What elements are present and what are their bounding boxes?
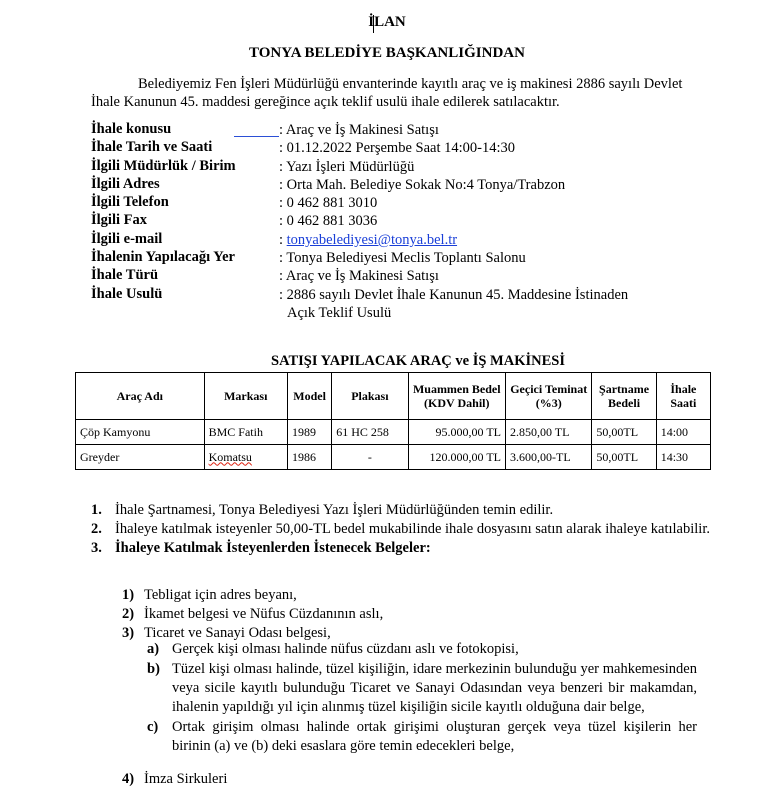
table-cell: 14:30 xyxy=(656,445,710,470)
table-cell: 1986 xyxy=(287,445,331,470)
table-header: İhale Saati xyxy=(656,373,710,420)
info-value: : Yazı İşleri Müdürlüğü xyxy=(279,158,415,175)
info-value: : Tonya Belediyesi Meclis Toplantı Salonu xyxy=(279,250,526,267)
vehicle-table xyxy=(75,372,711,470)
list-item xyxy=(91,539,711,557)
table-header-row xyxy=(76,373,711,420)
info-label: İhale konusu xyxy=(91,121,172,137)
tender-info xyxy=(91,121,731,322)
page-subtitle: TONYA BELEDİYE BAŞKANLIĞINDAN xyxy=(249,45,525,61)
table-cell: 95.000,00 TL xyxy=(408,420,505,445)
info-label: İhale Tarih ve Saati xyxy=(91,139,213,156)
table-header: Model xyxy=(287,373,331,420)
info-value: : 2886 sayılı Devlet İhale Kanunun 45. Maddesine İstinaden xyxy=(279,286,629,303)
table-cell: 61 HC 258 xyxy=(332,420,408,445)
info-value: : Araç ve İş Makinesi Satışı xyxy=(279,268,439,285)
info-value xyxy=(279,231,457,249)
intro-paragraph: Belediyemiz Fen İşleri Müdürlüğü envanterinde kayıtlı araç ve iş makinesi 2886 sayılı Devlet İhale Kanunun 45. maddesi gereğince açık teklif usulü ihale edilerek satılacaktır. xyxy=(91,76,683,110)
list-number: 3. xyxy=(91,540,102,556)
list-text: Tüzel kişi olması halinde, tüzel kişiliğin, idare merkezinin bulunduğu yer mahkemesinden veya sicile kayıtlı bulunduğu Ticaret ve Sanayi Odasından veya benzeri bir makamdan, ihalenin yapıldığı yıl için alınmış tüzel kişiliğin sicile kayıtlı olduğuna dair belge, xyxy=(172,661,697,715)
documents-list xyxy=(122,586,712,643)
list-letter: a) xyxy=(147,641,160,657)
info-row xyxy=(91,267,731,285)
table-header: Plakası xyxy=(332,373,408,420)
info-value-continued: Açık Teklif Usulü xyxy=(287,304,392,321)
table-title: SATIŞI YAPILACAK ARAÇ ve İŞ MAKİNESİ xyxy=(271,353,565,369)
list-text: Tebligat için adres beyanı, xyxy=(144,587,297,603)
table-cell: 50,00TL xyxy=(592,445,656,470)
list-item xyxy=(122,770,227,788)
table-header: Geçici Teminat (%3) xyxy=(506,373,592,420)
table-cell: - xyxy=(332,445,408,470)
page-title: İLAN xyxy=(368,14,406,30)
info-row xyxy=(91,139,731,157)
info-label: İlgili Müdürlük / Birim xyxy=(91,157,236,174)
info-row xyxy=(91,158,731,176)
table-cell: 14:00 xyxy=(656,420,710,445)
list-number: 1) xyxy=(122,587,135,603)
info-label: İlgili e-mail xyxy=(91,230,163,247)
table-header: Muammen Bedel (KDV Dahil) xyxy=(408,373,505,420)
table-cell: 3.600,00-TL xyxy=(506,445,592,470)
list-letter: c) xyxy=(147,719,159,735)
list-number: 1. xyxy=(91,502,102,518)
table-cell: BMC Fatih xyxy=(204,420,287,445)
numbered-list xyxy=(91,501,711,558)
info-label: İhale Türü xyxy=(91,267,159,284)
list-letter: b) xyxy=(147,661,160,677)
list-text: İhaleye Katılmak İsteyenlerden İstenecek Belgeler: xyxy=(115,540,431,556)
info-value: : 0 462 881 3036 xyxy=(279,213,378,230)
table-cell: Greyder xyxy=(76,445,205,470)
info-value: : 0 462 881 3010 xyxy=(279,195,378,212)
table-cell: 2.850,00 TL xyxy=(506,420,592,445)
info-value: : 01.12.2022 Perşembe Saat 14:00-14:30 xyxy=(279,140,516,157)
info-label: İlgili Telefon xyxy=(91,194,169,211)
info-row xyxy=(91,231,731,249)
list-text: Gerçek kişi olması halinde nüfus cüzdanı aslı ve fotokopisi, xyxy=(172,641,519,657)
list-text: İhale Şartnamesi, Tonya Belediyesi Yazı İşleri Müdürlüğünden temin edilir. xyxy=(115,502,554,518)
info-value: : Araç ve İş Makinesi Satışı xyxy=(279,122,439,138)
info-label: İlgili Fax xyxy=(91,212,147,229)
info-row xyxy=(91,176,731,194)
table-row xyxy=(76,420,711,445)
list-item xyxy=(122,586,712,604)
list-item xyxy=(147,718,697,756)
info-row xyxy=(91,212,731,230)
table-cell: 120.000,00 TL xyxy=(408,445,505,470)
info-row xyxy=(91,194,731,212)
info-label: İhale Usulü xyxy=(91,285,163,302)
list-item xyxy=(91,520,711,538)
list-text: İkamet belgesi ve Nüfus Cüzdanının aslı, xyxy=(144,606,384,622)
list-item xyxy=(91,501,711,519)
table-cell: Komatsu xyxy=(204,445,287,470)
list-number: 3) xyxy=(122,625,135,641)
list-number: 2) xyxy=(122,606,135,622)
info-row xyxy=(91,249,731,267)
list-item xyxy=(147,640,697,659)
list-text: Ortak girişim olması halinde ortak girişimi oluşturan gerçek veya tüzel kişilerin her birinin (a) ve (b) deki esaslara göre temin edecekleri belge, xyxy=(172,719,697,754)
list-number: 4) xyxy=(122,771,135,787)
email-link[interactable]: tonyabelediyesi@tonya.bel.tr xyxy=(286,231,458,248)
list-text: Ticaret ve Sanayi Odası belgesi, xyxy=(144,625,331,641)
email-prefix: : xyxy=(279,231,287,248)
table-cell: 50,00TL xyxy=(592,420,656,445)
info-row xyxy=(91,286,731,322)
table-header: Şartname Bedeli xyxy=(592,373,656,420)
list-number: 2. xyxy=(91,521,102,537)
table-header: Araç Adı xyxy=(76,373,205,420)
table-row xyxy=(76,445,711,470)
list-text: İmza Sirkuleri xyxy=(144,771,228,787)
lettered-list xyxy=(147,640,697,757)
table-cell: 1989 xyxy=(287,420,331,445)
table-cell: Çöp Kamyonu xyxy=(76,420,205,445)
list-text: İhaleye katılmak isteyenler 50,00-TL bedel mukabilinde ihale dosyasını satın alarak ihaleye katılabilir. xyxy=(115,521,710,537)
info-label: İhalenin Yapılacağı Yer xyxy=(91,249,235,266)
table-header: Markası xyxy=(204,373,287,420)
info-label: İlgili Adres xyxy=(91,175,160,192)
list-item xyxy=(122,605,712,623)
list-item xyxy=(147,660,697,717)
info-value: : Orta Mah. Belediye Sokak No:4 Tonya/Trabzon xyxy=(279,176,566,193)
info-row xyxy=(91,121,731,139)
